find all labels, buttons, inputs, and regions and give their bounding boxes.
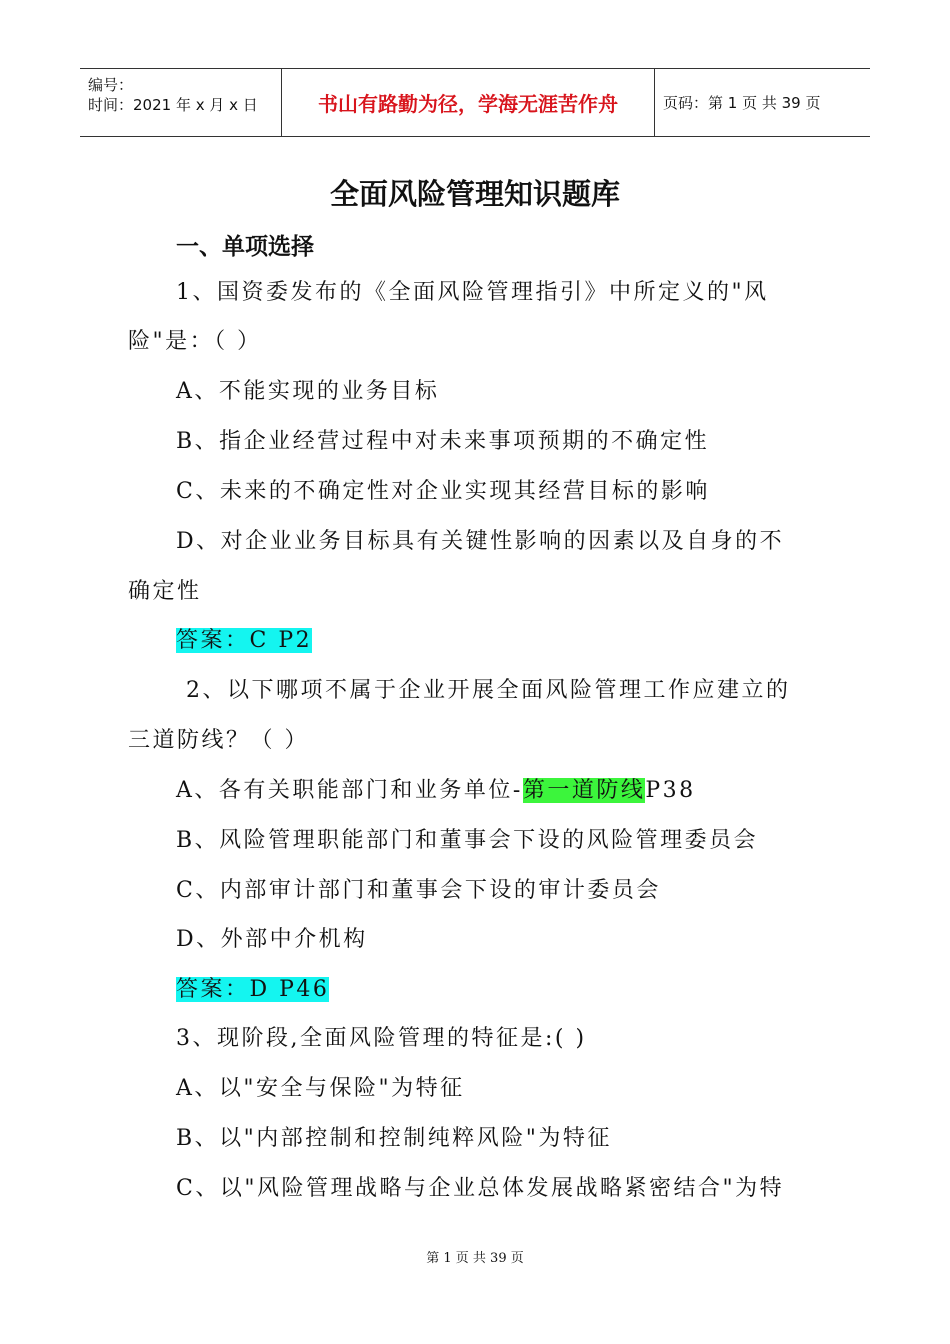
q2-option-c: C、内部审计部门和董事会下设的审计委员会 bbox=[176, 878, 661, 903]
q1-option-c: C、未来的不确定性对企业实现其经营目标的影响 bbox=[176, 479, 710, 504]
header-motto: 书山有路勤为径，学海无涯苦作舟 bbox=[282, 69, 655, 136]
q1-option-b: B、指企业经营过程中对未来事项预期的不确定性 bbox=[176, 429, 710, 454]
q2-option-a-prefix: A、各有关职能部门和业务单位- bbox=[176, 778, 523, 803]
q3-option-b: B、以"内部控制和控制纯粹风险"为特征 bbox=[176, 1126, 612, 1151]
q2-option-a-suffix: P38 bbox=[645, 778, 696, 803]
page-footer: 第 1 页 共 39 页 bbox=[426, 1251, 524, 1266]
q1-answer bbox=[176, 626, 312, 656]
q3-option-c: C、以"风险管理战略与企业总体发展战略紧密结合"为特 bbox=[176, 1176, 785, 1201]
q1-option-a: A、不能实现的业务目标 bbox=[176, 379, 440, 404]
q1-option-d-line2: 确定性 bbox=[128, 579, 202, 604]
q2-option-a bbox=[176, 776, 696, 806]
number-label: 编号： bbox=[88, 76, 134, 94]
q2-option-a-highlight: 第一道防线 bbox=[522, 778, 646, 803]
header-meta bbox=[80, 69, 282, 136]
q3-option-a: A、以"安全与保险"为特征 bbox=[176, 1076, 465, 1101]
time-label: 时间：2021 年 x 月 x 日 bbox=[88, 96, 258, 114]
q1-stem-line1: 1、国资委发布的《全面风险管理指引》中所定义的"风 bbox=[176, 280, 769, 305]
q1-answer-text: 答案：C P2 bbox=[176, 628, 313, 653]
q2-option-b: B、风险管理职能部门和董事会下设的风险管理委员会 bbox=[176, 828, 759, 853]
section-heading: 一、单项选择 bbox=[176, 234, 314, 260]
header-page-info: 页码：第 1 页 共 39 页 bbox=[663, 94, 821, 112]
q2-stem-line1: 2、以下哪项不属于企业开展全面风险管理工作应建立的 bbox=[186, 678, 791, 703]
q1-stem-line2: 险"是：（ ） bbox=[128, 329, 262, 354]
q2-stem-line2: 三道防线？（ ） bbox=[128, 728, 309, 753]
q3-stem: 3、现阶段,全面风险管理的特征是:( ) bbox=[176, 1026, 587, 1051]
document-title: 全面风险管理知识题库 bbox=[329, 177, 620, 211]
q2-answer bbox=[176, 975, 329, 1005]
q2-option-d: D、外部中介机构 bbox=[176, 927, 368, 952]
q2-answer-text: 答案：D P46 bbox=[176, 977, 330, 1002]
q1-option-d-line1: D、对企业业务目标具有关键性影响的因素以及自身的不 bbox=[176, 529, 785, 554]
page-header bbox=[80, 68, 870, 137]
